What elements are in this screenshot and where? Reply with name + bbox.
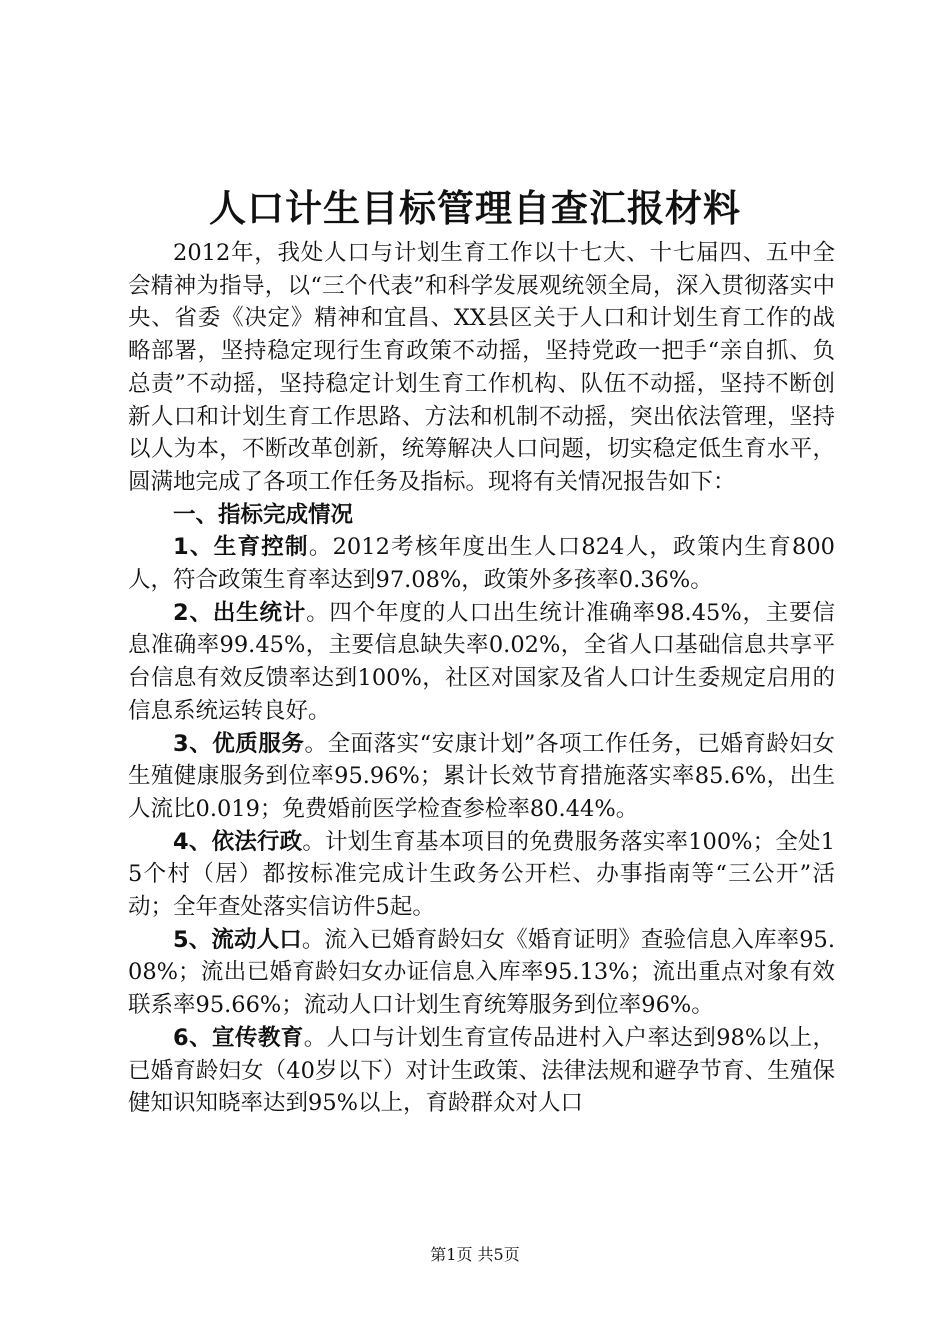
item-number: 6、 (173, 1024, 212, 1051)
item-lead: 出生统计 (212, 599, 307, 626)
item-lead: 依法行政 (211, 828, 303, 855)
item-lead: 生育控制 (213, 534, 309, 561)
item-number: 5、 (173, 926, 212, 953)
item-number: 4、 (173, 828, 212, 855)
item-lead: 优质服务 (212, 730, 305, 757)
item-text: 。2012考核年度出生人口824人，政策内生育800人，符合政策生育率达到97.08%，政策外多孩率0.36%。 (128, 534, 836, 594)
item-text: 。流入已婚育龄妇女《婚育证明》查验信息入库率95.08%；流出已婚育龄妇女办证信息入库率95.13%；流出重点对象有效联系率95.66%；流动人口计划生育统筹服务到位率96%。 (128, 926, 835, 1019)
intro-paragraph: 2012年，我处人口与计划生育工作以十七大、十七届四、五中全会精神为指导，以“三个代表”和科学发展观统领全局，深入贯彻落实中央、省委《决定》精神和宜昌、XX县区关于人口和计划生育工作的战略部署，坚持稳定现行生育政策不动摇，坚持党政一把手“亲自抓、负总责”不动摇，坚持稳定计划生育工作机构、队伍不动摇，坚持不断创新人口和计划生育工作思路、方法和机制不动摇，突出依法管理，坚持以人为本，不断改革创新，统筹解决人口问题，切实稳定低生育水平，圆满地完成了各项工作任务及指标。现将有关情况报告如下： (128, 240, 835, 495)
item-paragraph-4 (128, 826, 835, 924)
item-number: 2、 (173, 599, 213, 626)
item-text: 。四个年度的人口出生统计准确率98.45%，主要信息准确率99.45%，主要信息缺失率0.02%，全省人口基础信息共享平台信息有效反馈率达到100%，社区对国家及省人口计生委规定启用的信息系统运转良好。 (128, 599, 836, 724)
item-paragraph-2 (128, 597, 835, 728)
item-text: 。计划生育基本项目的免费服务落实率100%；全处15个村（居）都按标准完成计生政务公开栏、办事指南等“三公开”活动；全年查处落实信访件5起。 (128, 828, 835, 921)
section-heading: 一、指标完成情况 (173, 501, 354, 528)
item-paragraph-1 (128, 531, 835, 596)
item-lead: 宣传教育 (212, 1024, 304, 1051)
item-text: 。人口与计划生育宣传品进村入户率达到98%以上，已婚育龄妇女（40岁以下）对计生政策、法律法规和避孕节育、生殖保健知识知晓率达到95%以上，育龄群众对人口 (128, 1024, 835, 1117)
item-lead: 流动人口 (211, 926, 302, 953)
document-body (128, 237, 835, 1120)
item-number: 1、 (173, 534, 214, 561)
item-paragraph-3 (128, 728, 835, 826)
item-paragraph-6 (128, 1022, 835, 1120)
item-paragraph-5 (128, 924, 835, 1022)
page-footer: 第1页 共5页 (430, 1245, 520, 1264)
document-title: 人口计生目标管理自查汇报材料 (209, 187, 741, 230)
item-text: 。全面落实“安康计划”各项工作任务，已婚育龄妇女生殖健康服务到位率95.96%；累计长效节育措施落实率85.6%，出生人流比0.019；免费婚前医学检查参检率80.44%。 (128, 730, 835, 822)
item-number: 3、 (173, 730, 213, 757)
